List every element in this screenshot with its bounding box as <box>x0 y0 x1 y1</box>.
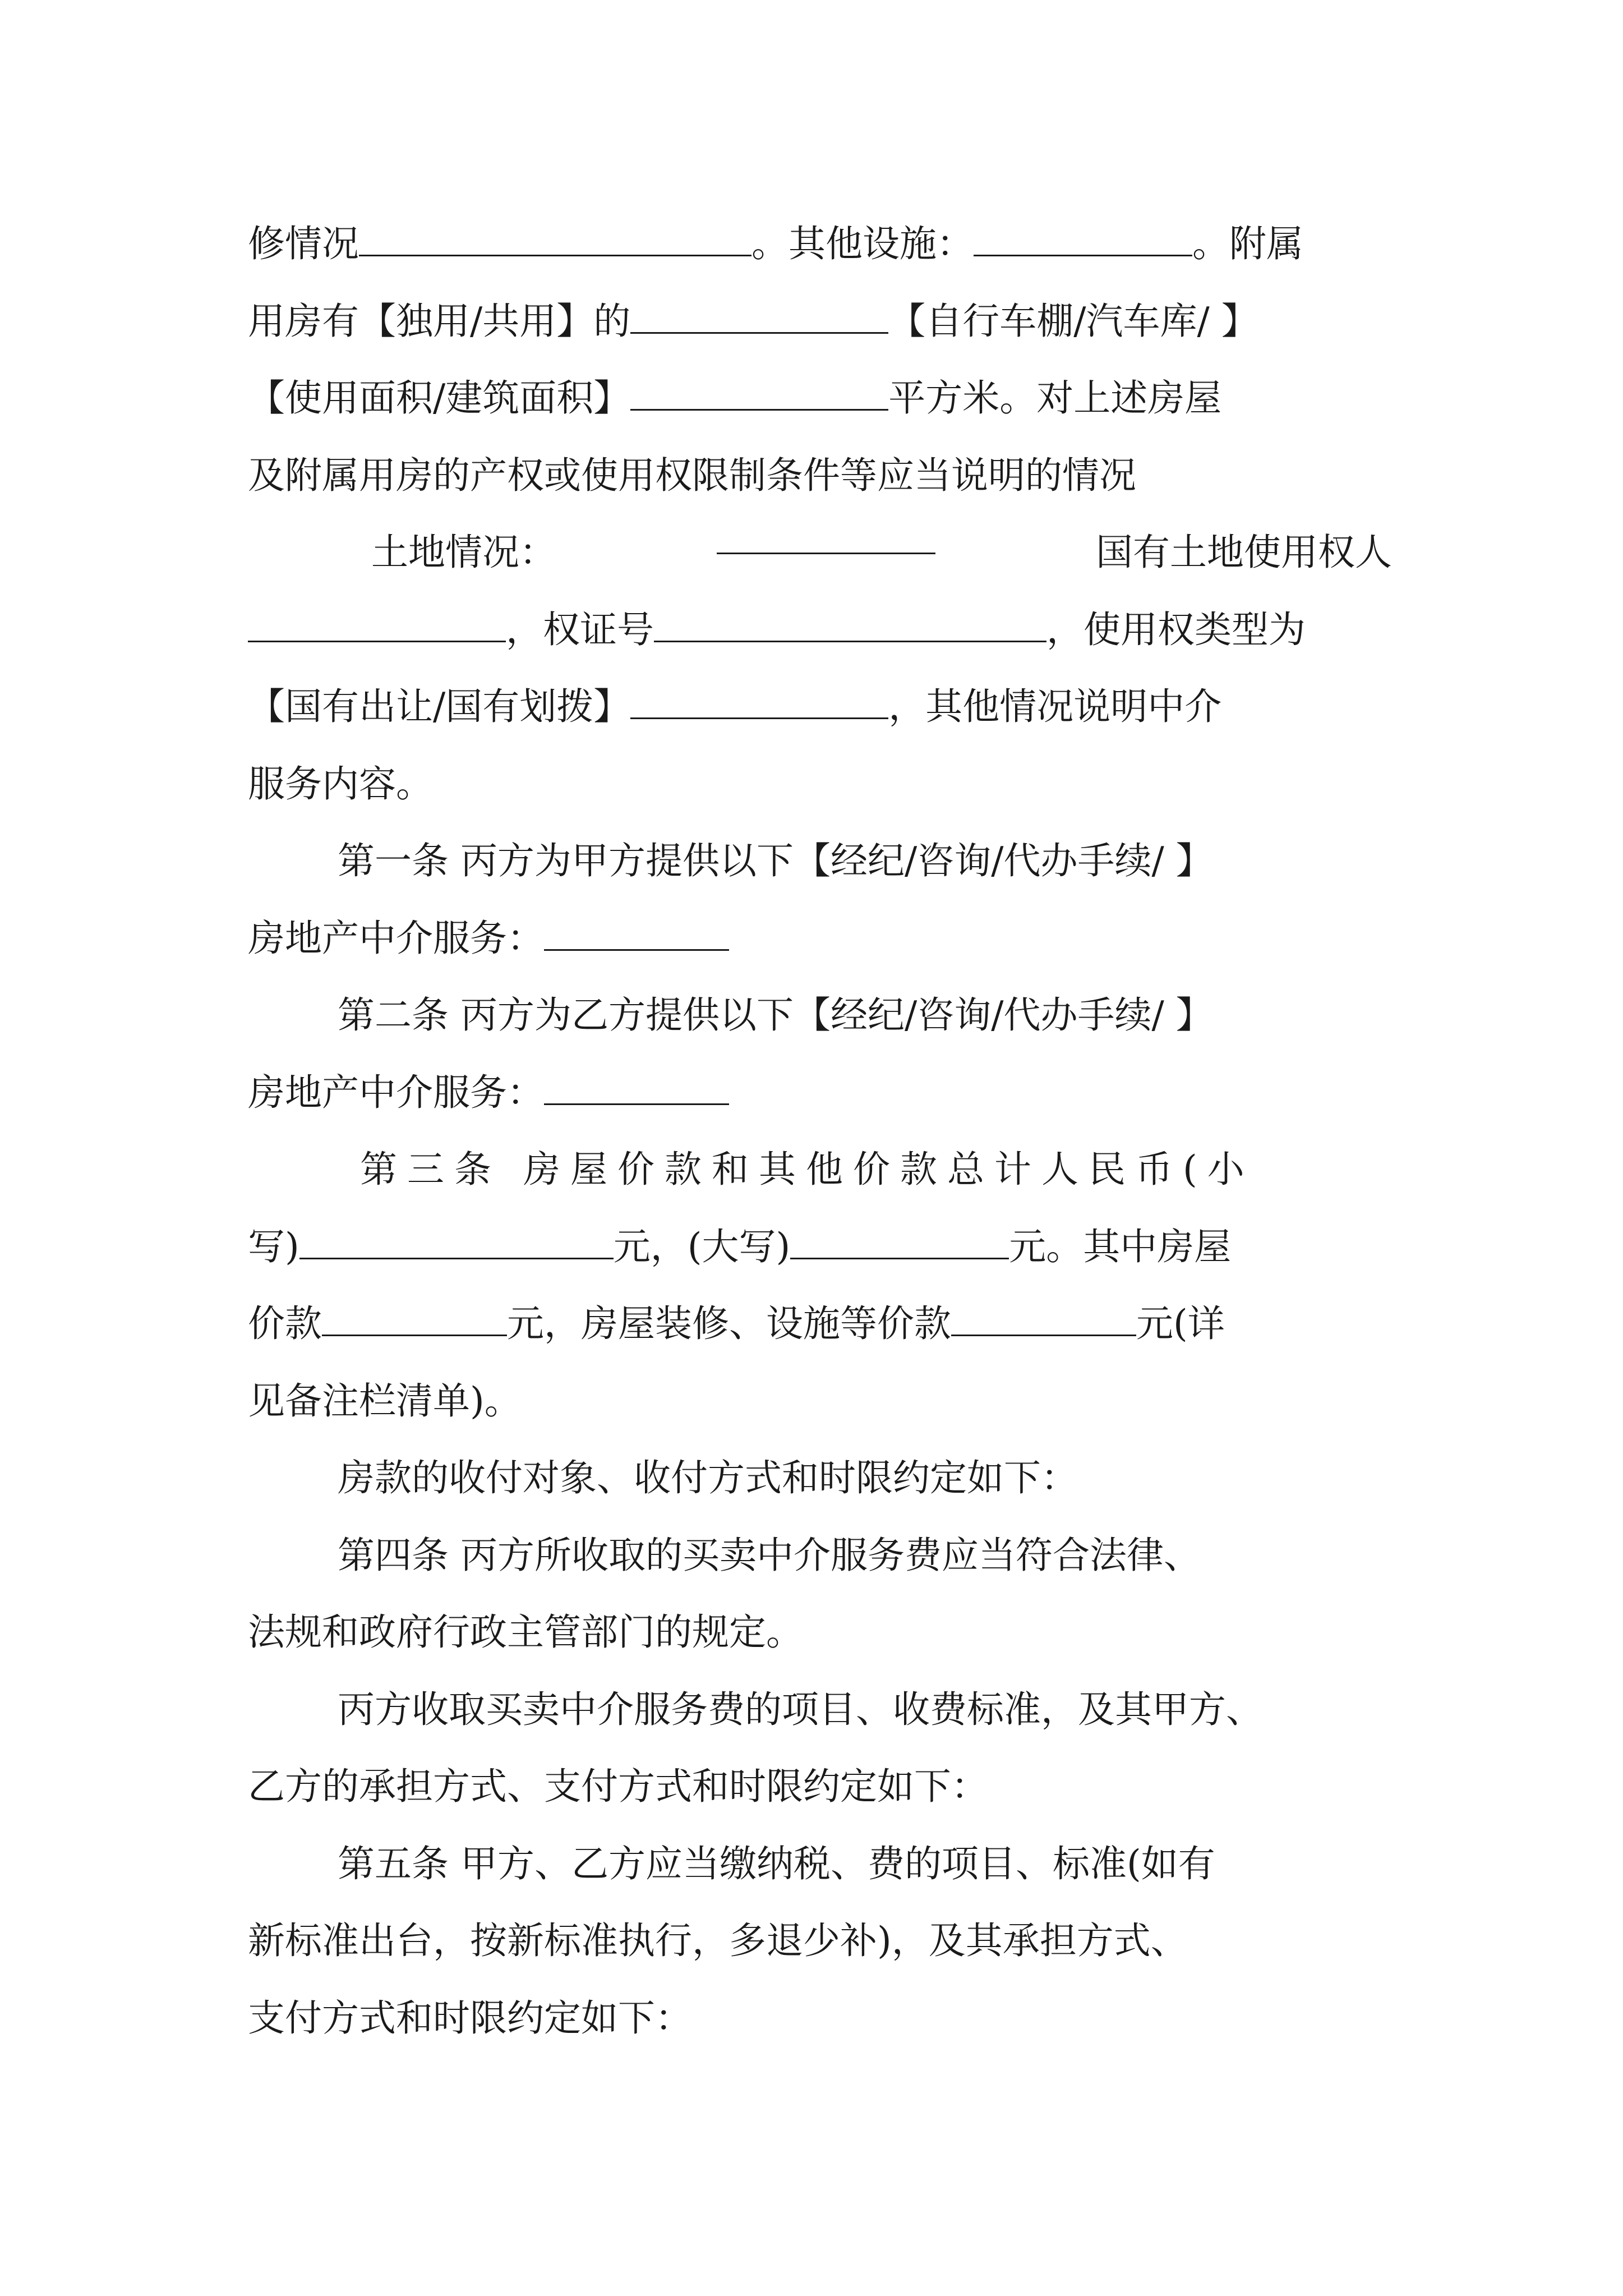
line-23 <box>248 1907 1392 1975</box>
blank-field[interactable] <box>630 684 888 719</box>
text: 元，房屋装修、设施等价款 <box>507 1302 951 1345</box>
line-6 <box>248 596 1392 664</box>
text: 第二条 丙方为乙方提供以下【经纪/咨询/代办手续/ 】 <box>338 993 1213 1037</box>
text: 第四条 丙方所收取的买卖中介服务费应当符合法律、 <box>338 1534 1201 1577</box>
line-10 <box>248 905 1392 972</box>
text: 新标准出台，按新标准执行，多退少补)，及其承担方式、 <box>248 1919 1188 1962</box>
line-8 <box>248 751 1392 818</box>
text: ，使用权类型为 <box>1046 608 1306 651</box>
text: 。其他设施： <box>751 222 974 265</box>
text: 国有土地使用权人 <box>1096 531 1392 574</box>
line-3 <box>248 365 1392 432</box>
line-13 <box>360 1136 1392 1203</box>
line-14 <box>248 1213 1392 1281</box>
text: 支付方式和时限约定如下： <box>248 1996 692 2040</box>
blank-field[interactable] <box>654 607 1046 642</box>
line-5 <box>371 519 1392 586</box>
text: 平方米。对上述房屋 <box>888 376 1222 420</box>
text: 第三条 房屋价款和其他价款总计人民币(小 <box>360 1148 1255 1191</box>
text: 元(详 <box>1136 1302 1225 1345</box>
blank-field[interactable] <box>299 1224 614 1259</box>
blank-field[interactable] <box>359 221 751 256</box>
line-12 <box>248 1059 1392 1126</box>
text: 修情况 <box>248 222 359 265</box>
text: 房地产中介服务： <box>248 917 544 960</box>
text: 写) <box>248 1225 299 1268</box>
line-19 <box>248 1599 1392 1666</box>
line-2 <box>248 288 1392 355</box>
text: 【使用面积/建筑面积】 <box>248 376 631 420</box>
blank-field[interactable] <box>544 915 729 951</box>
line-18 <box>338 1522 1414 1589</box>
text: 价款 <box>248 1302 322 1345</box>
text: 【国有出让/国有划拨】 <box>248 685 631 728</box>
line-17 <box>338 1444 1414 1512</box>
text: 乙方的承担方式、支付方式和时限约定如下： <box>248 1765 988 1808</box>
line-1 <box>248 210 1392 278</box>
text: 房地产中介服务： <box>248 1071 544 1114</box>
text: 及附属用房的产权或使用权限制条件等应当说明的情况 <box>248 454 1136 497</box>
blank-field[interactable] <box>630 298 888 334</box>
line-15 <box>248 1290 1392 1358</box>
line-24 <box>248 1985 1392 2052</box>
line-20 <box>338 1676 1414 1743</box>
line-4 <box>248 442 1392 509</box>
text: 用房有【独用/共用】的 <box>248 300 631 343</box>
blank-field[interactable] <box>790 1224 1009 1259</box>
text: 法规和政府行政主管部门的规定。 <box>248 1611 803 1654</box>
blank-field[interactable] <box>717 519 935 554</box>
text: 丙方收取买卖中介服务费的项目、收费标准，及其甲方、 <box>338 1688 1263 1731</box>
text: 【自行车棚/汽车库/ 】 <box>888 300 1258 343</box>
text: 服务内容。 <box>248 762 433 806</box>
text: 土地情况： <box>371 531 556 574</box>
text: 第一条 丙方为甲方提供以下【经纪/咨询/代办手续/ 】 <box>338 839 1213 882</box>
line-11 <box>338 982 1414 1049</box>
line-9 <box>338 827 1414 895</box>
text: 房款的收付对象、收付方式和时限约定如下： <box>338 1456 1078 1499</box>
blank-field[interactable] <box>248 607 506 642</box>
text: 元。其中房屋 <box>1009 1225 1232 1268</box>
blank-field[interactable] <box>322 1301 507 1336</box>
blank-field[interactable] <box>544 1070 729 1105</box>
text: ，权证号 <box>506 608 654 651</box>
text: ，其他情况说明中介 <box>888 685 1222 728</box>
line-16 <box>248 1368 1392 1435</box>
line-21 <box>248 1753 1392 1820</box>
blank-field[interactable] <box>974 221 1192 256</box>
text: 元，(大写) <box>613 1225 791 1268</box>
line-22 <box>338 1830 1414 1898</box>
blank-field[interactable] <box>951 1301 1136 1336</box>
text: 见备注栏清单)。 <box>248 1379 522 1423</box>
blank-field[interactable] <box>630 375 888 411</box>
text: 第五条 甲方、乙方应当缴纳税、费的项目、标准(如有 <box>338 1842 1215 1885</box>
text: 。附属 <box>1192 222 1303 265</box>
line-7 <box>248 673 1392 740</box>
